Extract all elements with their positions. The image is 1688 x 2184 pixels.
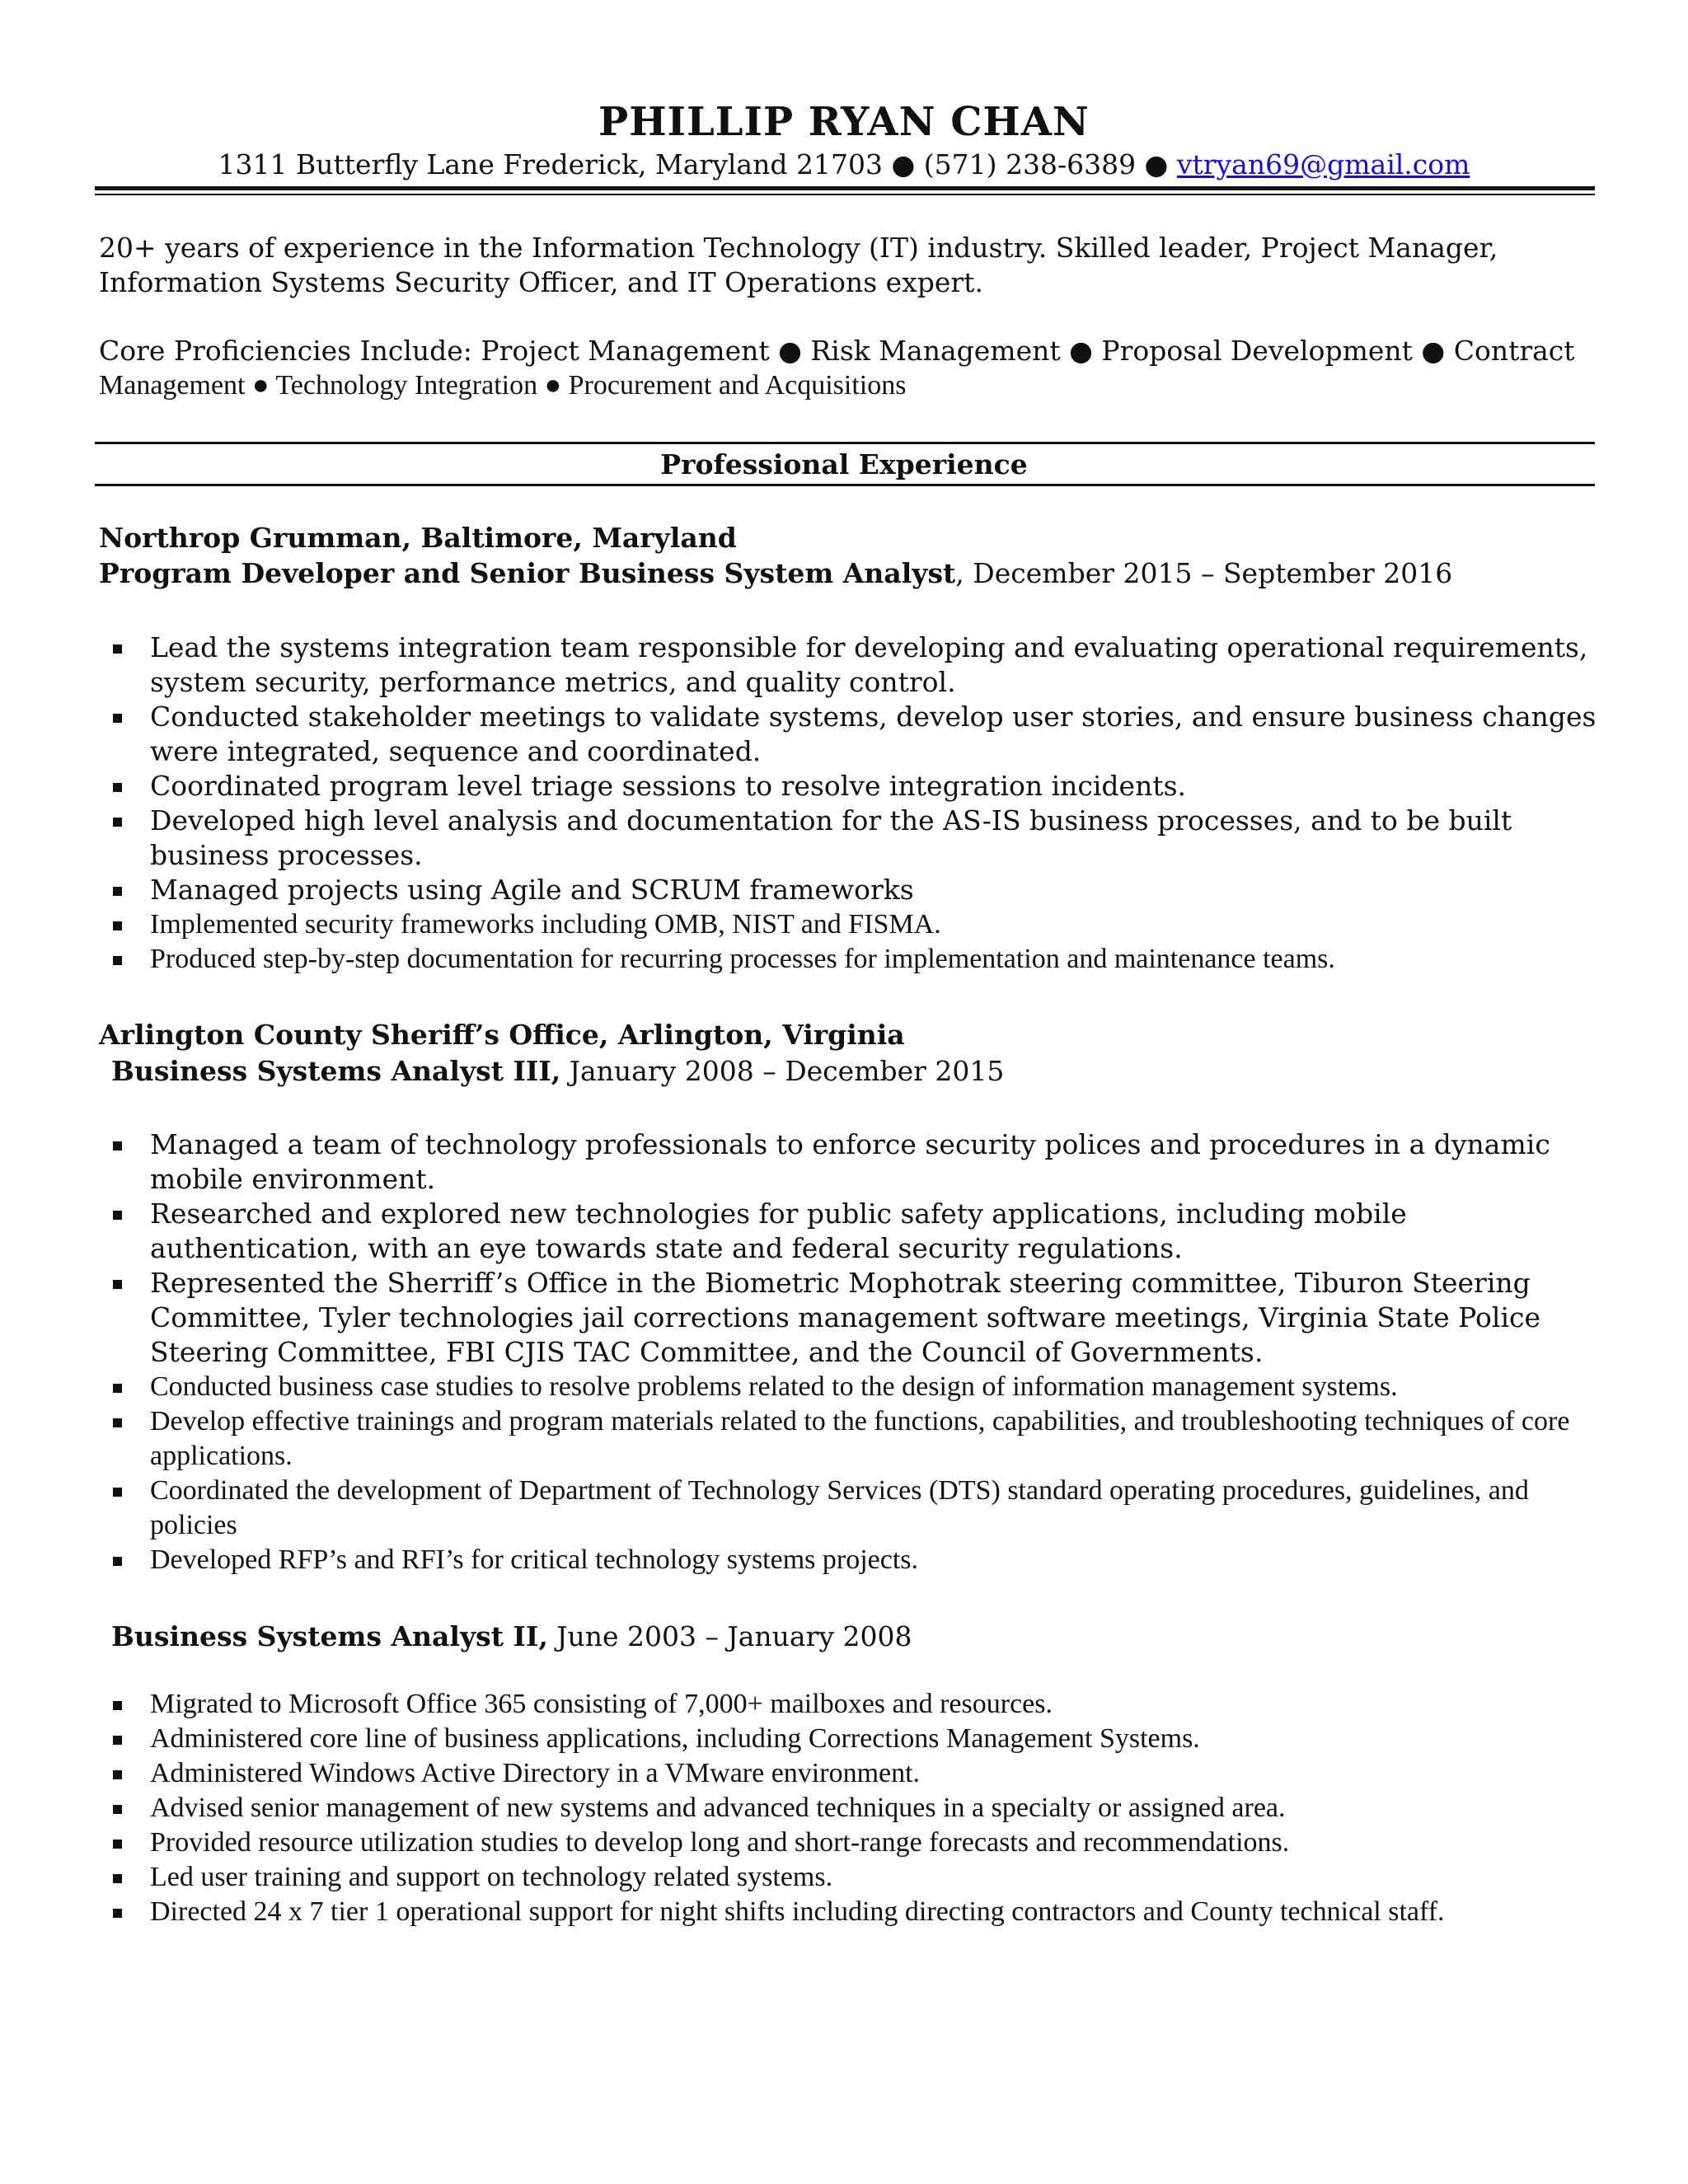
job-dates: June 2003 – January 2008	[547, 1620, 912, 1652]
job-dates: , December 2015 – September 2016	[955, 557, 1453, 589]
candidate-name: PHILLIP RYAN CHAN	[598, 99, 1090, 145]
bullet-icon	[113, 783, 122, 792]
bullet-icon	[113, 1874, 122, 1883]
bullet-icon	[113, 1141, 122, 1151]
section-divider-top	[95, 442, 1595, 444]
list-item: Directed 24 x 7 tier 1 operational support for night shifts including directing contractors and County technical staff.	[106, 1895, 1606, 1929]
list-item: Conducted business case studies to resolve problems related to the design of information management systems.	[106, 1370, 1606, 1404]
bullet-icon	[113, 1805, 122, 1814]
core-proficiencies-line-2: Management ● Technology Integration ● Procurement and Acquisitions	[99, 370, 907, 401]
job-title: Business Systems Analyst III,	[111, 1055, 561, 1087]
bullet-icon	[113, 1488, 122, 1497]
bullet-icon	[113, 714, 122, 723]
bullet-icon	[113, 1909, 122, 1918]
summary-paragraph: 20+ years of experience in the Information Technology (IT) industry. Skilled leader, Project Manager, Information Systems Security Officer, and IT Operations expert.	[99, 232, 1498, 298]
bullet-icon	[113, 887, 122, 896]
list-item: Develop effective trainings and program materials related to the functions, capabilities, and troubleshooting techniques of core applications.	[106, 1404, 1606, 1474]
job-title-line	[111, 1620, 912, 1652]
bullet-icon	[113, 644, 122, 654]
job-bullets	[106, 1687, 1606, 1929]
list-item: Developed RFP’s and RFI’s for critical technology systems projects.	[106, 1543, 1606, 1577]
bullet-icon	[113, 1557, 122, 1566]
bullet-icon	[113, 921, 122, 930]
list-item: Provided resource utilization studies to develop long and short-range forecasts and recommendations.	[106, 1825, 1606, 1860]
job-title: Business Systems Analyst II,	[111, 1620, 548, 1652]
section-divider-bottom	[95, 484, 1595, 486]
job-title: Program Developer and Senior Business System Analyst	[99, 557, 956, 589]
bullet-icon	[113, 1418, 122, 1427]
bullet-icon	[113, 1384, 122, 1393]
header-divider-thick	[95, 186, 1595, 190]
list-item: Implemented security frameworks including OMB, NIST and FISMA.	[106, 907, 1606, 942]
bullet-icon	[113, 1701, 122, 1710]
list-item: Managed a team of technology professionals to enforce security polices and procedures in a dynamic mobile environment.	[106, 1127, 1606, 1197]
email-link[interactable]: vtryan69@gmail.com	[1176, 148, 1470, 180]
list-item: Managed projects using Agile and SCRUM frameworks	[106, 873, 1606, 907]
bullet-icon	[113, 1840, 122, 1849]
job-bullets	[106, 630, 1606, 977]
list-item: Administered Windows Active Directory in a VMware environment.	[106, 1756, 1606, 1791]
list-item: Produced step-by-step documentation for recurring processes for implementation and maintenance teams.	[106, 942, 1606, 977]
list-item: Administered core line of business applications, including Corrections Management Systems.	[106, 1722, 1606, 1756]
list-item: Developed high level analysis and documentation for the AS-IS business processes, and to be built business processes.	[106, 804, 1606, 873]
contact-address-phone: 1311 Butterfly Lane Frederick, Maryland 21703 ● (571) 238-6389 ●	[218, 148, 1169, 180]
employer-name: Northrop Grumman, Baltimore, Maryland	[99, 522, 737, 554]
core-proficiencies-line-1: Core Proficiencies Include: Project Management ● Risk Management ● Proposal Development ● Contract	[99, 335, 1575, 367]
section-title: Professional Experience	[660, 448, 1028, 480]
job-dates: January 2008 – December 2015	[560, 1055, 1005, 1087]
list-item: Represented the Sherriff’s Office in the Biometric Mophotrak steering committee, Tiburon Steering Committee, Tyler technologies jail corrections management software meetings, Virginia State Police Steering Committee, FBI CJIS TAC Committee, and the Council of Governments.	[106, 1266, 1606, 1370]
list-item: Led user training and support on technology related systems.	[106, 1860, 1606, 1895]
bullet-icon	[113, 1736, 122, 1745]
list-item: Conducted stakeholder meetings to validate systems, develop user stories, and ensure business changes were integrated, sequence and coordinated.	[106, 700, 1606, 769]
job-title-line	[99, 557, 1452, 589]
bullet-icon	[113, 1280, 122, 1289]
bullet-icon	[113, 956, 122, 965]
contact-line	[0, 148, 1688, 180]
list-item: Advised senior management of new systems and advanced techniques in a specialty or assigned area.	[106, 1791, 1606, 1825]
list-item: Lead the systems integration team responsible for developing and evaluating operational requirements, system security, performance metrics, and quality control.	[106, 630, 1606, 700]
job-title-line	[111, 1055, 1004, 1087]
bullet-icon	[113, 1770, 122, 1779]
header-divider-thin	[95, 194, 1595, 195]
core-proficiencies	[99, 334, 1607, 403]
bullet-icon	[113, 818, 122, 827]
employer-name: Arlington County Sheriff’s Office, Arlington, Virginia	[99, 1019, 905, 1051]
list-item: Researched and explored new technologies for public safety applications, including mobile authentication, with an eye towards state and federal security regulations.	[106, 1197, 1606, 1266]
list-item: Coordinated program level triage sessions to resolve integration incidents.	[106, 769, 1606, 804]
list-item: Coordinated the development of Department of Technology Services (DTS) standard operating procedures, guidelines, and policies	[106, 1474, 1606, 1543]
job-bullets	[106, 1127, 1606, 1577]
bullet-icon	[113, 1211, 122, 1220]
list-item: Migrated to Microsoft Office 365 consisting of 7,000+ mailboxes and resources.	[106, 1687, 1606, 1722]
